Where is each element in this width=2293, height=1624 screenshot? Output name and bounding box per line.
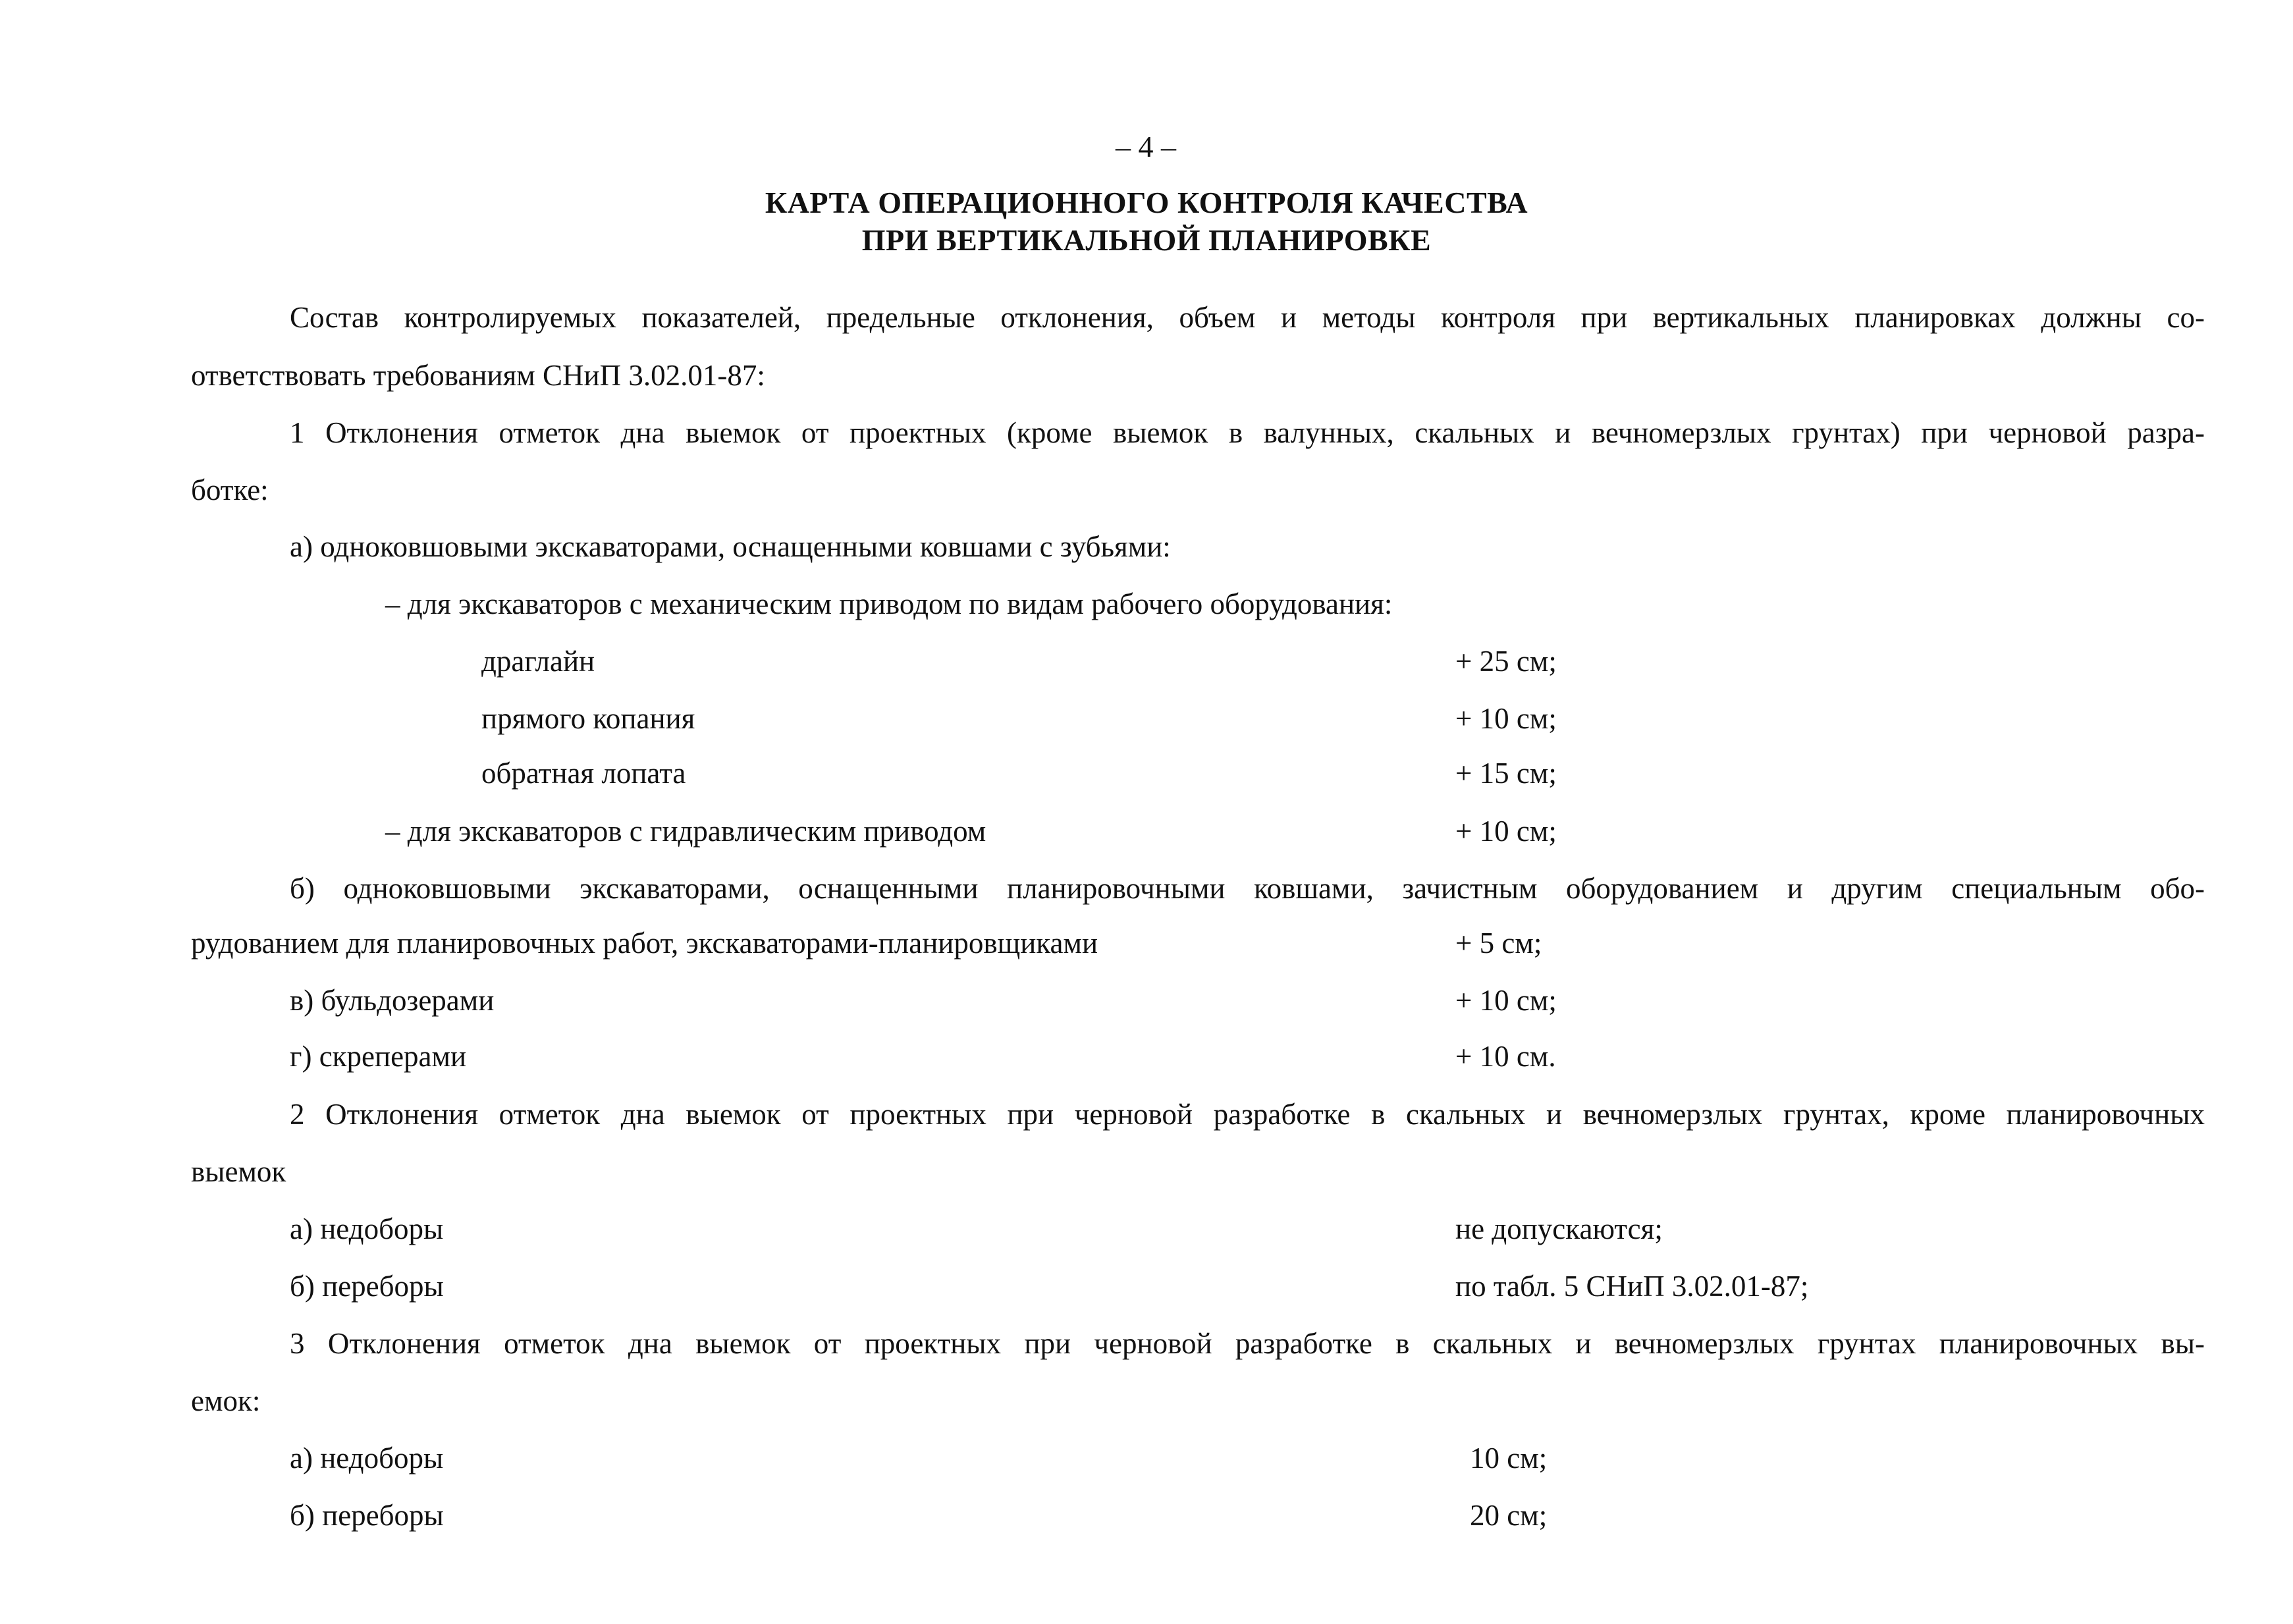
item1-b-line-2-value: + 5 см; xyxy=(1455,927,1542,960)
hydraulic-value: + 10 см; xyxy=(1455,815,1557,848)
equipment-label-backhoe: обратная лопата xyxy=(481,757,686,790)
item2-line-1: 2 Отклонения отметок дна выемок от проектных при черновой разработке в скальных и вечномерзлых грунтах, кроме планировочных xyxy=(290,1100,2205,1131)
equipment-label-direct-digging: прямого копания xyxy=(481,702,695,735)
item3-b-label: б) переборы xyxy=(290,1499,444,1532)
item2-b-label: б) переборы xyxy=(290,1270,444,1303)
item1-a: а) одноковшовыми экскаваторами, оснащенными ковшами с зубьями: xyxy=(290,530,1171,563)
hydraulic-label: – для экскаваторов с гидравлическим приводом xyxy=(385,815,986,848)
item1-line-1: 1 Отклонения отметок дна выемок от проектных (кроме выемок в валунных, скальных и вечномерзлых грунтах) при черновой разра- xyxy=(290,418,2205,449)
item1-b-line-2-label: рудованием для планировочных работ, экскаваторами-планировщиками xyxy=(191,927,1098,960)
item1-line-2: ботке: xyxy=(191,474,269,506)
equipment-value-backhoe: + 15 см; xyxy=(1455,757,1557,790)
page-number: – 4 – xyxy=(1116,130,1176,163)
item1-b-line-1: б) одноковшовыми экскаваторами, оснащенными планировочными ковшами, зачистным оборудованием и другим специальным обо- xyxy=(290,874,2205,905)
item2-a-label: а) недоборы xyxy=(290,1212,444,1245)
item1-mechanical: – для экскаваторов с механическим приводом по видам рабочего оборудования: xyxy=(385,587,1393,620)
item1-c-label: в) бульдозерами xyxy=(290,984,495,1017)
intro-line-1: Состав контролируемых показателей, предельные отклонения, объем и методы контроля при вертикальных планировках должны со- xyxy=(290,303,2205,334)
item1-d-label: г) скреперами xyxy=(290,1040,467,1073)
intro-line-2: ответствовать требованиям СНиП 3.02.01-87: xyxy=(191,359,765,392)
page-title-line-2: ПРИ ВЕРТИКАЛЬНОЙ ПЛАНИРОВКЕ xyxy=(861,223,1432,257)
item2-b-value: по табл. 5 СНиП 3.02.01-87; xyxy=(1455,1270,1809,1303)
item2-a-value: не допускаются; xyxy=(1455,1212,1663,1245)
equipment-value-dragline: + 25 см; xyxy=(1455,645,1557,678)
item1-d-value: + 10 см. xyxy=(1455,1040,1556,1073)
item2-line-2: выемок xyxy=(191,1155,286,1188)
equipment-label-dragline: драглайн xyxy=(481,645,595,678)
item3-line-2: емок: xyxy=(191,1384,261,1417)
item3-a-value: 10 см; xyxy=(1470,1442,1548,1475)
page-title-line-1: КАРТА ОПЕРАЦИОННОГО КОНТРОЛЯ КАЧЕСТВА xyxy=(765,186,1528,219)
item3-a-label: а) недоборы xyxy=(290,1442,444,1475)
item3-line-1: 3 Отклонения отметок дна выемок от проектных при черновой разработке в скальных и вечномерзлых грунтах планировочных вы- xyxy=(290,1329,2205,1360)
item1-c-value: + 10 см; xyxy=(1455,984,1557,1017)
equipment-value-direct-digging: + 10 см; xyxy=(1455,702,1557,735)
item3-b-value: 20 см; xyxy=(1470,1499,1548,1532)
